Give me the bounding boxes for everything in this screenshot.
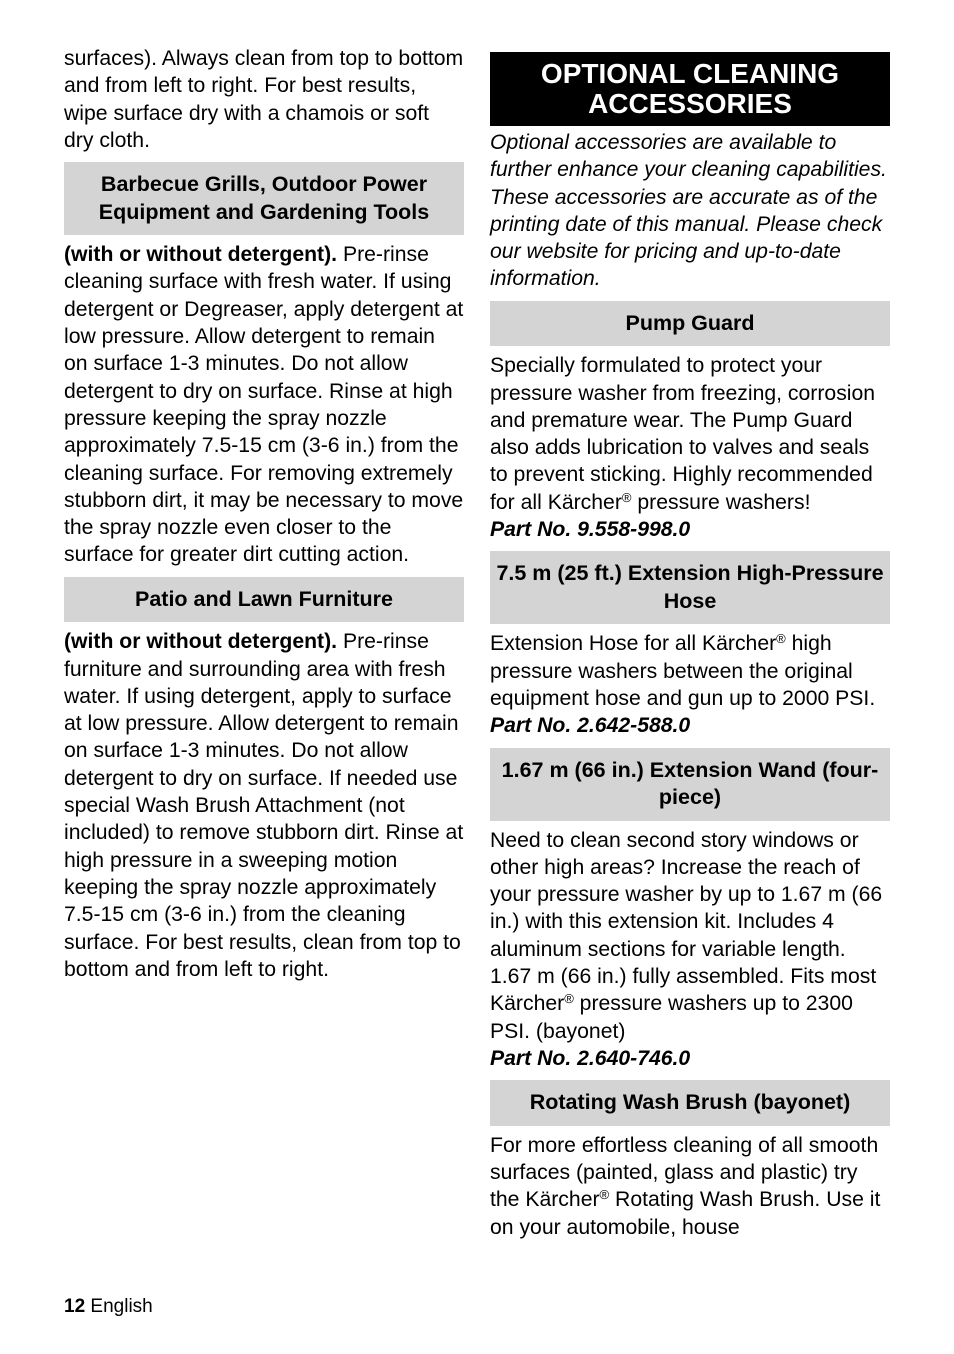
- paragraph-text: Pre-rinse furniture and surrounding area with fresh water. If using detergent, apply to surface at low pressure. Allow detergent to remain on surface 1-3 minutes. Do not allow detergent to dry on surface. If needed use special Wash Brush Attachment (not included) to remove stubborn dirt. Rinse at high pressure in a sweeping motion keeping the spray nozzle approximately 7.5-15 cm (3-6 in.) from the cleaning surface. For best results, clean from top to bottom and from left to right.: [64, 630, 464, 981]
- bold-lead: (with or without detergent).: [64, 243, 338, 267]
- paragraph-extension-wand: [490, 827, 890, 1045]
- registered-mark: ®: [621, 489, 632, 505]
- heading-extension-hose: 7.5 m (25 ft.) Extension High-Pressure Hose: [490, 551, 890, 624]
- part-number-extension-wand: Part No. 2.640-746.0: [490, 1046, 691, 1070]
- heading-rotating-wash-brush: Rotating Wash Brush (bayonet): [490, 1080, 890, 1126]
- text: pressure washers up to 2300 PSI. (bayonet): [490, 992, 853, 1043]
- text: Rotating Wash Brush. Use it on your automobile, house: [490, 1188, 881, 1239]
- paragraph-extension-hose: [490, 630, 890, 712]
- text: high pressure washers between the original equipment hose and gun up to 2000 PSI.: [490, 632, 876, 710]
- registered-mark: ®: [599, 1187, 610, 1203]
- page-footer: [64, 1296, 153, 1318]
- bold-lead: (with or without detergent).: [64, 630, 338, 654]
- text: pressure washers!: [631, 490, 811, 514]
- part-number-extension-hose: Part No. 2.642-588.0: [490, 714, 691, 738]
- part-number-pump-guard: Part No. 9.558-998.0: [490, 518, 691, 542]
- registered-mark: ®: [564, 991, 574, 1007]
- heading-extension-wand: 1.67 m (66 in.) Extension Wand (four-piece): [490, 748, 890, 821]
- text: For more effortless cleaning of all smooth surfaces (painted, glass and plastic) try the Kärcher: [490, 1133, 879, 1212]
- footer-language: English: [85, 1296, 153, 1317]
- heading-barbecue-grills: Barbecue Grills, Outdoor Power Equipment and Gardening Tools: [64, 162, 464, 235]
- paragraph-rotating-wash-brush: [490, 1132, 890, 1241]
- text: Need to clean second story windows or other high areas? Increase the reach of your pressure washer by up to 1.67 m (66 in.) with this extension kit. Includes 4 aluminum sections for variable length. 1.67 m (66 in.) fully assembled. Fits most Kärcher: [490, 828, 883, 1016]
- paragraph-pump-guard: [490, 352, 890, 516]
- heading-patio-furniture: Patio and Lawn Furniture: [64, 577, 464, 623]
- paragraph-barbecue-grills: [64, 241, 464, 569]
- registered-mark: ®: [776, 631, 786, 647]
- page-number: 12: [64, 1296, 86, 1317]
- text: Extension Hose for all Kärcher: [490, 632, 777, 656]
- paragraph-patio-furniture: [64, 628, 464, 983]
- paragraph-continued: surfaces). Always clean from top to bottom and from left to right. For best results, wipe surface dry with a chamois or soft dry cloth.: [64, 47, 464, 152]
- intro-paragraph: Optional accessories are available to further enhance your cleaning capabilities. These accessories are accurate as of the printing date of this manual. Please check our website for pricing and up-to-date information.: [490, 131, 887, 291]
- right-column: [490, 45, 890, 1241]
- heading-pump-guard: Pump Guard: [490, 301, 890, 347]
- paragraph-text: Pre-rinse cleaning surface with fresh water. If using detergent or Degreaser, apply detergent at low pressure. Allow detergent to remain on surface 1-3 minutes. Do not allow detergent to dry on surface. Rinse at high pressure keeping the spray nozzle approximately 7.5-15 cm (3-6 in.) from the cleaning surface. For removing extremely stubborn dirt, it may be necessary to move the spray nozzle even closer to the surface for greater dirt cutting action.: [64, 243, 464, 567]
- text: Specially formulated to protect your pressure washer from freezing, corrosion and premature wear. The Pump Guard also adds lubrication to valves and seals to prevent sticking. Highly recommended for all Kärcher: [490, 354, 876, 514]
- left-column: [64, 45, 464, 983]
- section-title: OPTIONAL CLEANING ACCESSORIES: [490, 52, 890, 126]
